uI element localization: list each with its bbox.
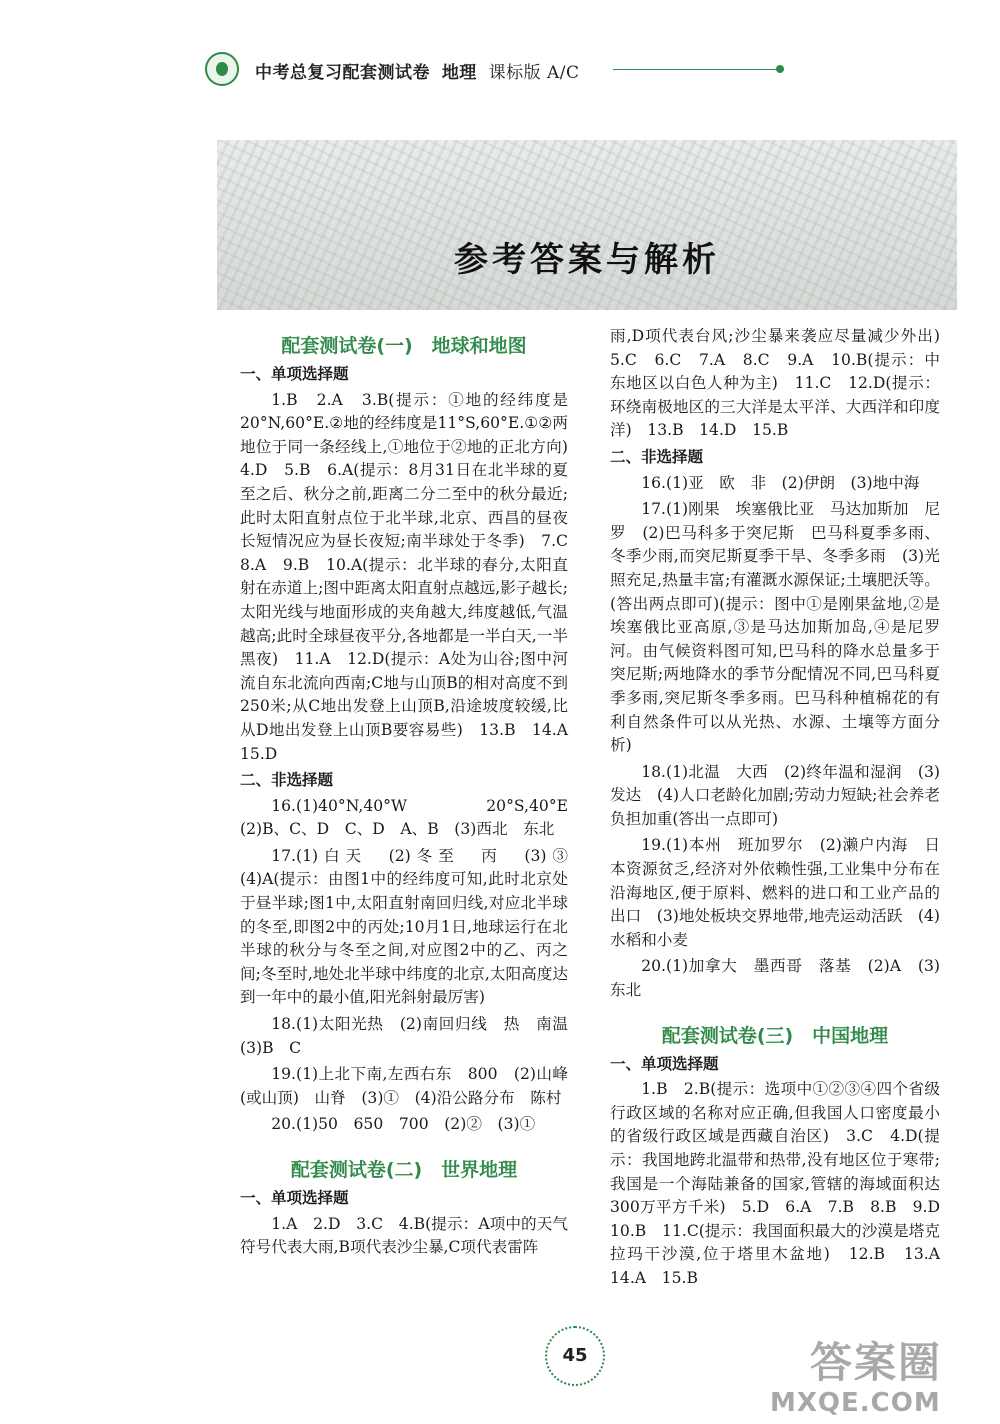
page-header [205,52,795,92]
header-series: 中考总复习配套测试卷 [255,63,430,83]
subsection-title: 一、单项选择题 [240,1189,349,1207]
answer-paragraph: 17.(1)白天 (2)冬至 丙 (3)③ (4)A(提示：由图1中的经纬度可知,此时北京处于昼半球;图1中,太阳直射南回归线,对应北半球的冬至,即图2中的丙处;10月1日,地球运行在北半球的秋分与冬至之间,对应图2中的乙、丙之间;冬至时,地处北半球中纬度的北京,太阳高度达到一年中的最小值,阳光斜射最厉害) [240,846,584,1007]
section-title-test3: 配套测试卷(三) 中国地理 [661,1024,889,1047]
title-banner [217,140,957,310]
header-subject: 地理 [441,63,477,83]
watermark-url: MXQE.COM [770,1388,941,1418]
publisher-logo-icon [205,52,239,86]
answer-paragraph: 16.(1)40°N,40°W 20°S,40°E (2)B、C、D C、D A、B (3)西北 东北 [240,796,584,839]
page-number: 45 [545,1326,605,1386]
answer-paragraph: 19.(1)本州 班加罗尔 (2)濑户内海 日本资源贫乏,经济对外依赖性强,工业集中分布在沿海地区,便于原料、燃料的进口和工业产品的出口 (3)地处板块交界地带,地壳运动活跃 (4)水稻和小麦 [610,836,940,949]
answer-paragraph: 20.(1)50 650 700 (2)② (3)① [271,1115,536,1134]
answer-paragraph: 16.(1)亚 欧 非 (2)伊朗 (3)地中海 [641,473,920,492]
answer-paragraph: 1.A 2.D 3.C 4.B(提示：A项中的天气符号代表大雨,B项代表沙尘暴,C项代表雷阵 [240,1214,568,1257]
answer-paragraph: 20.(1)加拿大 墨西哥 落基 (2)A (3)东北 [610,957,940,1000]
answer-paragraph: 1.B 2.B(提示：选项中①②③④四个省级行政区域的名称对应正确,但我国人口密度最小的省级行政区域是西藏自治区) 3.C 4.D(提示：我国地跨北温带和热带,没有地区位于寒带;我国是一个海陆兼备的国家,管辖的海域面积达300万平方千米) 5.D 6.A 7.B 8.B 9.D 10.B 11.C(提示：我国面积最大的沙漠是塔克拉玛干沙漠,位于塔里木盆地) 12.B 13.A 14.A 15.B [610,1080,956,1287]
answer-paragraph: 雨,D项代表台风;沙尘暴来袭应尽量减少外出) 5.C 6.C 7.A 8.C 9.A 10.B(提示：中东地区以白色人种为主) 11.C 12.D(提示：环绕南极地区的三大洋是太平洋、大西洋和印度洋) 13.B 14.D 15.B [610,327,956,440]
right-column [610,325,956,1294]
subsection-title: 二、非选择题 [240,771,334,790]
section-title-test1: 配套测试卷(一) 地球和地图 [281,335,527,357]
answer-paragraph: 1.B 2.A 3.B(提示：①地的经纬度是20°N,60°E.②地的经纬度是11°S,60°E.①②两地位于同一条经线上,①地位于②地的正北方向) 4.D 5.B 6.A(提示：8月31日在北半球的夏至之后、秋分之前,距离二分二至中的秋分最近;此时太阳直射点位于北半球,北京、西昌的昼夜长短情况应为昼长夜短;南半球处于冬季) 7.C 8.A 9.B 10.A(提示：北半球的春分,太阳直射在赤道上;图中距离太阳直射点越远,影子越长;太阳光线与地面形成的夹角越大,纬度越低,气温越高;此时全球昼夜平分,各地都是一半白天,一半黑夜) 11.A 12.D(提示：A处为山谷;图中河流自东北流向西南;C地与山顶B的相对高度不到250米;从C地出发登上山顶B,沿途坡度较缓,比从D地出发登上山顶B要容易些) 13.B 14.A 15.D [240,390,584,763]
answer-paragraph: 19.(1)上北下南,左西右东 800 (2)山峰(或山顶) 山脊 (3)① (4)沿公路分布 陈村 [240,1065,568,1107]
answer-paragraph: 17.(1)刚果 埃塞俄比亚 马达加斯加 尼罗 (2)巴马科多于突尼斯 巴马科夏季多雨、冬季少雨,而突尼斯夏季干旱、冬季多雨 (3)光照充足,热量丰富;有灌溉水源保证;土壤肥沃等。(答出两点即可)(提示：图中①是刚果盆地,②是埃塞俄比亚高原,③是马达加斯加岛,④是尼罗河。由气候资料图可知,巴马科的降水总量多于突尼斯;两地降水的季节分配情况不同,巴马科夏季多雨,突尼斯冬季多雨。巴马科种植棉花的有利自然条件可以从光热、水源、土壤等方面分析) [610,500,940,755]
watermark [770,1330,995,1420]
header-rule [613,69,778,70]
subsection-title: 一、单项选择题 [610,1054,719,1073]
watermark-logo: 答案圈 [810,1338,943,1387]
answer-paragraph: 18.(1)北温 大西 (2)终年温和湿润 (3)发达 (4)人口老龄化加剧;劳动力短缺;社会养老负担加重(答出一点即可) [610,762,940,828]
answer-paragraph: 18.(1)太阳光热 (2)南回归线 热 南温 (3)B C [240,1015,584,1057]
header-text [255,58,580,83]
section-title-test2: 配套测试卷(二) 世界地理 [290,1159,518,1181]
subsection-title: 一、单项选择题 [240,365,349,383]
left-column [240,325,584,1263]
page-title: 参考答案与解析 [454,240,720,280]
header-edition: 课标版 A/C [488,63,580,83]
subsection-title: 二、非选择题 [610,447,704,466]
